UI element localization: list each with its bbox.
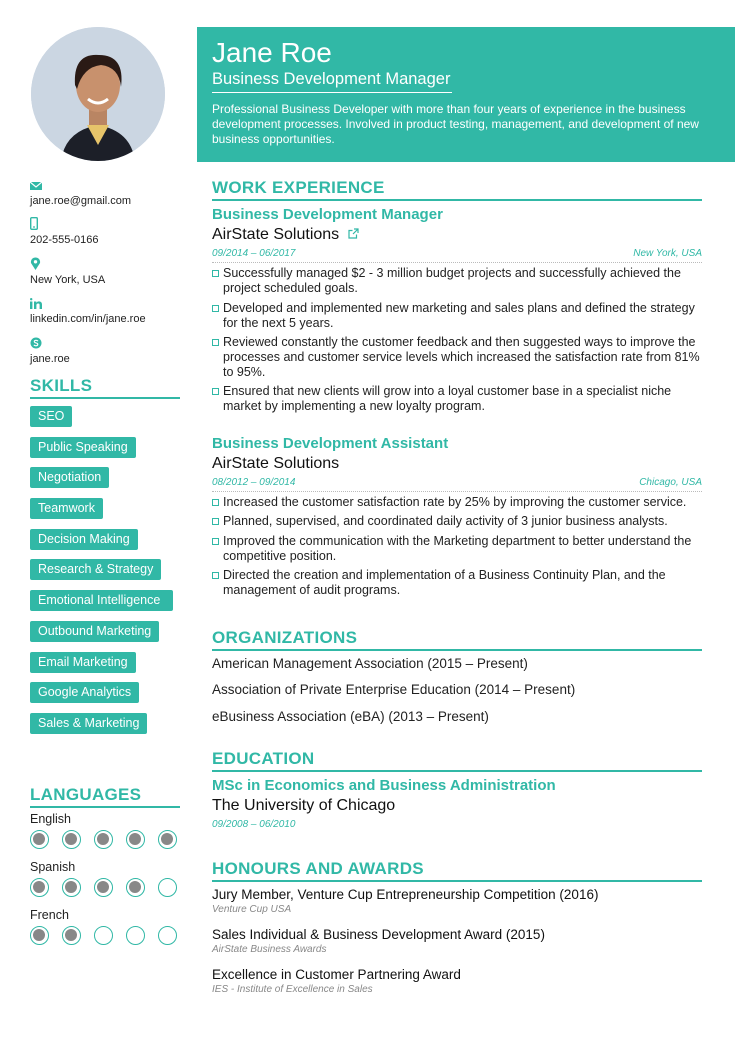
profile-summary: Professional Business Developer with more than four years of experience in the business development processes. Involved in product testing, management, and development of new business opportunities. [212, 102, 699, 146]
job-achievements [212, 266, 702, 414]
proficiency-dot-empty [126, 926, 145, 945]
skill-tag: Decision Making [30, 529, 138, 550]
awards-heading: HONOURS AND AWARDS [212, 859, 702, 882]
language-french [30, 908, 180, 945]
candidate-name: Jane Roe [212, 37, 332, 68]
job-title: Business Development Manager [212, 206, 443, 223]
location-pin-icon [30, 257, 44, 272]
contact-list [30, 178, 180, 375]
job-achievements [212, 495, 702, 598]
contact-email[interactable] [30, 178, 180, 217]
award-title: Excellence in Customer Partnering Award [212, 967, 461, 982]
award-item [212, 966, 702, 996]
proficiency-dot-filled [62, 878, 81, 897]
resume-header [197, 27, 735, 162]
achievement-item: Increased the customer satisfaction rate by 25% by improving the customer service. [212, 495, 702, 510]
award-issuer: Venture Cup USA [212, 904, 292, 915]
award-title: Sales Individual & Business Development Award (2015) [212, 927, 545, 942]
proficiency-dot-filled [158, 830, 177, 849]
skills-list [30, 406, 180, 744]
achievement-item: Ensured that new clients will grow into a loyal customer base in a specialist niche market by implementing a new loyalty program. [212, 384, 702, 414]
proficiency-dot-empty [158, 926, 177, 945]
award-item [212, 886, 702, 916]
contact-skype-text: jane.roe [30, 352, 70, 365]
organization-item: eBusiness Association (eBA) (2013 – Present) [212, 709, 489, 724]
education-dates: 09/2008 – 06/2010 [212, 819, 296, 830]
job-entry [212, 206, 702, 418]
company-name[interactable] [212, 224, 702, 245]
proficiency-dot-filled [62, 926, 81, 945]
skill-tag: Negotiation [30, 467, 109, 488]
organizations-heading: ORGANIZATIONS [212, 628, 702, 651]
linkedin-icon [30, 296, 44, 311]
skill-tag: Public Speaking [30, 437, 136, 458]
external-link-icon[interactable] [348, 224, 359, 245]
proficiency-dot-filled [30, 926, 49, 945]
proficiency-dot-filled [30, 878, 49, 897]
job-title: Business Development Assistant [212, 435, 449, 452]
language-level-dots [30, 878, 180, 897]
skill-tag: SEO [30, 406, 72, 427]
skype-icon [30, 336, 44, 351]
phone-icon [30, 217, 44, 232]
education-heading: EDUCATION [212, 749, 702, 772]
proficiency-dot-filled [94, 830, 113, 849]
skill-tag: Email Marketing [30, 652, 136, 673]
proficiency-dot-empty [158, 878, 177, 897]
skill-tag: Teamwork [30, 498, 103, 519]
work-experience-heading: WORK EXPERIENCE [212, 178, 702, 201]
achievement-item: Developed and implemented new marketing and sales plans and defined the strategy for the next 5 years. [212, 301, 702, 331]
award-issuer: IES - Institute of Excellence in Sales [212, 984, 373, 995]
contact-phone[interactable] [30, 217, 180, 256]
job-dates: 08/2012 – 09/2014 [212, 477, 296, 488]
job-location: Chicago, USA [639, 477, 702, 488]
achievement-item: Planned, supervised, and coordinated daily activity of 3 junior business analysts. [212, 514, 702, 529]
proficiency-dot-empty [94, 926, 113, 945]
envelope-icon [30, 178, 44, 193]
education-entry [212, 777, 702, 833]
achievement-item: Improved the communication with the Marketing department to better understand the competitive position. [212, 534, 702, 564]
language-level-dots [30, 926, 180, 945]
contact-skype[interactable] [30, 336, 180, 375]
contact-phone-text: 202-555-0166 [30, 234, 99, 247]
organization-item: American Management Association (2015 – Present) [212, 656, 528, 671]
skill-tag: Research & Strategy [30, 559, 161, 580]
skill-tag: Google Analytics [30, 682, 139, 703]
job-meta [212, 476, 702, 492]
skill-tag: Sales & Marketing [30, 713, 147, 734]
school-name: The University of Chicago [212, 797, 396, 814]
skill-tag: Outbound Marketing [30, 621, 159, 642]
language-name: Spanish [30, 860, 76, 874]
contact-location [30, 257, 180, 296]
award-issuer: AirState Business Awards [212, 944, 327, 955]
proficiency-dot-filled [126, 878, 145, 897]
award-title: Jury Member, Venture Cup Entrepreneurship Competition (2016) [212, 887, 599, 902]
contact-linkedin-text: linkedin.com/in/jane.roe [30, 313, 146, 326]
profile-photo [31, 27, 165, 161]
proficiency-dot-filled [62, 830, 81, 849]
education-meta [212, 818, 702, 833]
language-name: French [30, 908, 69, 922]
skills-heading: SKILLS [30, 376, 180, 399]
proficiency-dot-filled [94, 878, 113, 897]
organization-item: Association of Private Enterprise Education (2014 – Present) [212, 682, 576, 697]
contact-location-text: New York, USA [30, 273, 106, 286]
achievement-item: Directed the creation and implementation of a Business Continuity Plan, and the management of audit programs. [212, 568, 702, 598]
language-english [30, 812, 180, 849]
job-dates: 09/2014 – 06/2017 [212, 248, 296, 260]
job-entry [212, 435, 702, 602]
award-item [212, 926, 702, 956]
skill-tag: Emotional Intelligence [30, 590, 173, 611]
job-location: New York, USA [633, 248, 702, 260]
job-meta [212, 247, 702, 263]
company-name-text: AirState Solutions [212, 226, 340, 243]
achievement-item: Reviewed constantly the customer feedback and then suggested ways to improve the processes and customer service levels which increased the satisfaction rate from 81% to 95%. [212, 335, 702, 380]
contact-linkedin[interactable] [30, 296, 180, 335]
language-spanish [30, 860, 180, 897]
achievement-item: Successfully managed $2 - 3 million budget projects and successfully achieved the project scheduled goals. [212, 266, 702, 296]
languages-heading: LANGUAGES [30, 785, 180, 808]
language-level-dots [30, 830, 180, 849]
candidate-role: Business Development Manager [212, 70, 452, 93]
language-name: English [30, 812, 71, 826]
degree-title: MSc in Economics and Business Administration [212, 777, 556, 794]
company-name: AirState Solutions [212, 455, 340, 472]
contact-email-text: jane.roe@gmail.com [30, 195, 132, 207]
proficiency-dot-filled [30, 830, 49, 849]
proficiency-dot-filled [126, 830, 145, 849]
